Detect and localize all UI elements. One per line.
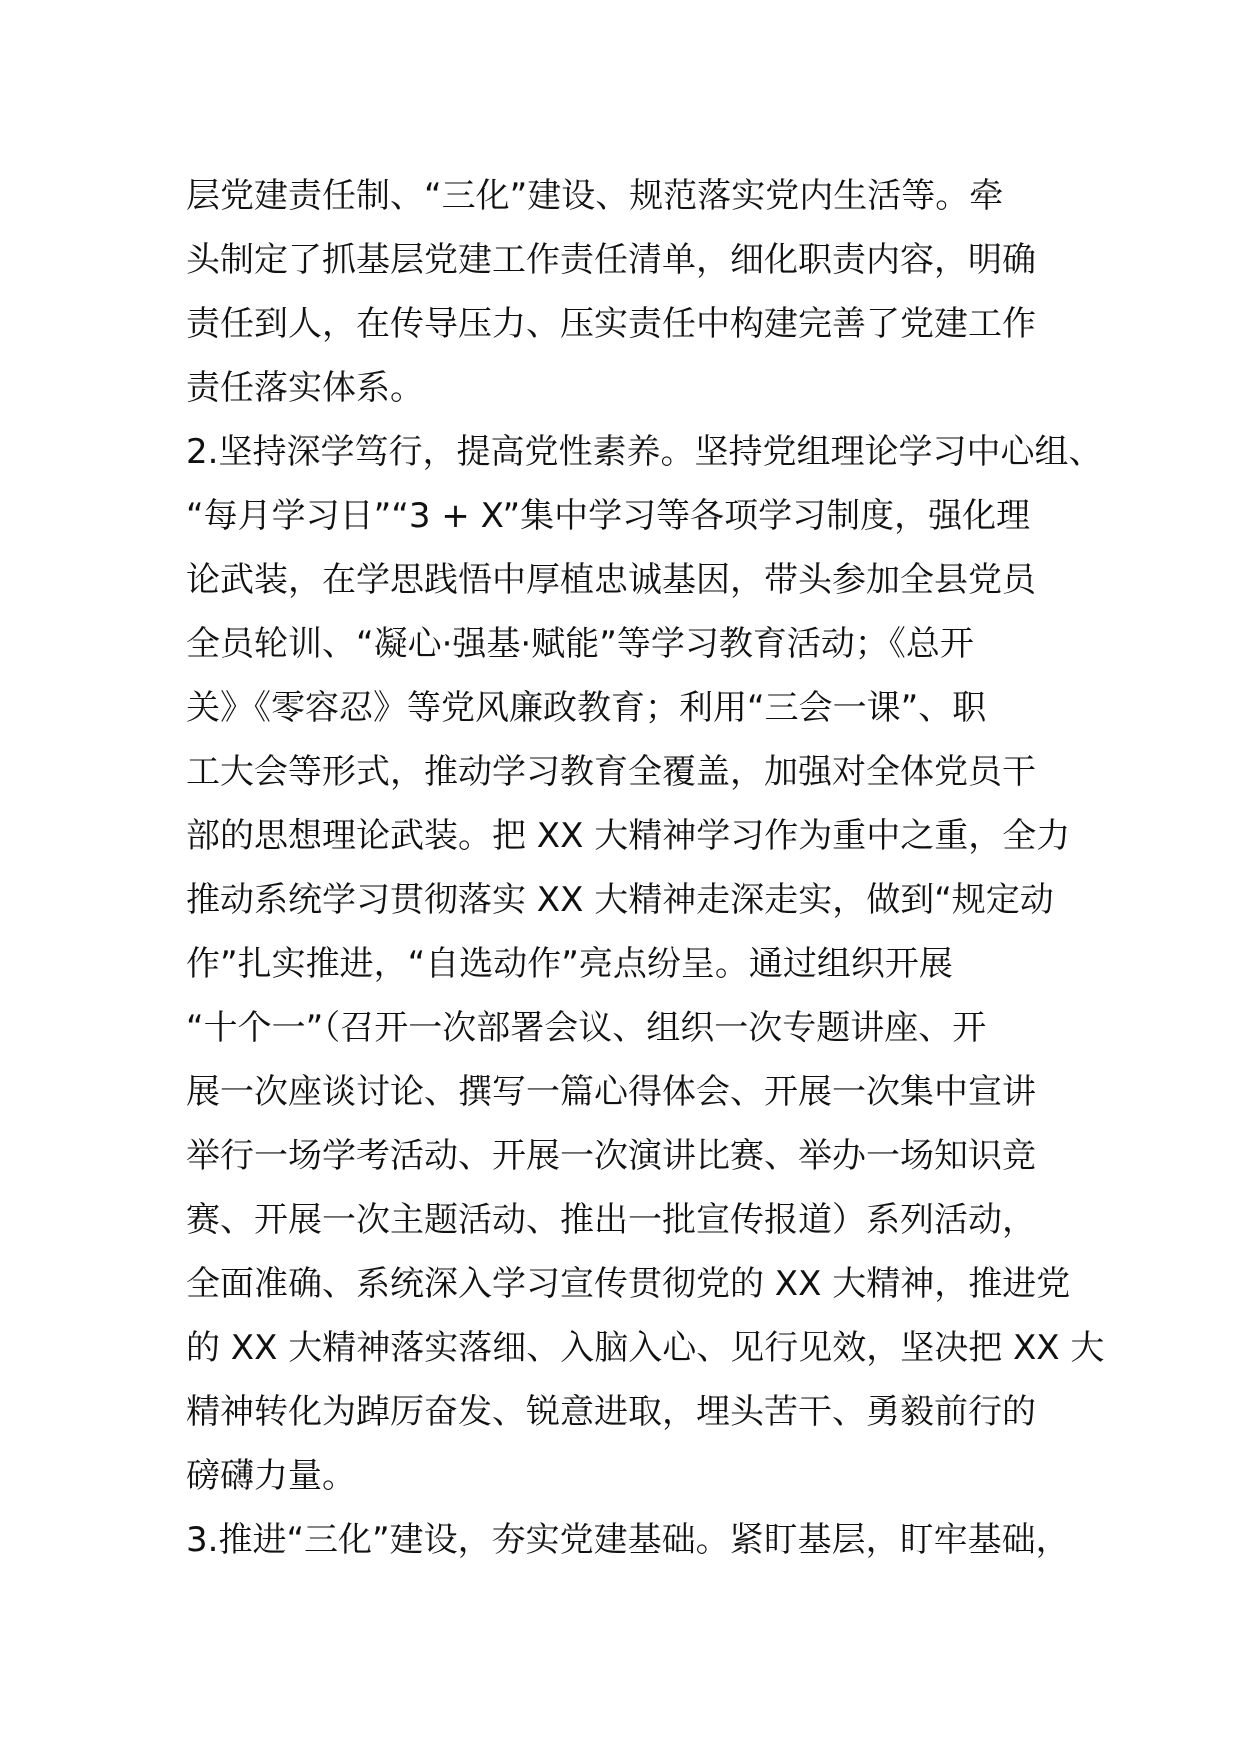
text-line: 责任落实体系。 (186, 368, 424, 408)
text-line: “每月学习日”“3 + X”集中学习等各项学习制度，强化理 (186, 496, 1031, 536)
text-line: 头制定了抓基层党建工作责任清单，细化职责内容，明确 (186, 240, 1036, 280)
text-line: 推动系统学习贯彻落实 XX 大精神走深走实，做到“规定动 (186, 880, 1054, 920)
text-line: 全员轮训、“凝心·强基·赋能”等学习教育活动；《总开 (186, 624, 974, 664)
text-line: 全面准确、系统深入学习宣传贯彻党的 XX 大精神，推进党 (186, 1264, 1071, 1304)
text-line: 精神转化为踔厉奋发、锐意进取，埋头苦干、勇毅前行的 (186, 1392, 1036, 1432)
text-line: 磅礴力量。 (186, 1456, 356, 1496)
section-heading-2: 2.坚持深学笃行，提高党性素养。坚持党组理论学习中心组、 (186, 432, 1103, 472)
text-line: 部的思想理论武装。把 XX 大精神学习作为重中之重，全力 (186, 816, 1071, 856)
text-line: 展一次座谈讨论、撰写一篇心得体会、开展一次集中宣讲 (186, 1072, 1036, 1112)
text-line: 赛、开展一次主题活动、推出一批宣传报道）系列活动， (186, 1200, 1036, 1240)
section-heading-3: 3.推进“三化”建设，夯实党建基础。紧盯基层，盯牢基础， (186, 1520, 1070, 1560)
text-line: 论武装，在学思践悟中厚植忠诚基因，带头参加全县党员 (186, 560, 1036, 600)
text-line: 责任到人，在传导压力、压实责任中构建完善了党建工作 (186, 304, 1036, 344)
text-line: “十个一”（召开一次部署会议、组织一次专题讲座、开 (186, 1008, 987, 1048)
text-line: 层党建责任制、“三化”建设、规范落实党内生活等。牵 (186, 176, 1004, 216)
text-line: 作”扎实推进，“自选动作”亮点纷呈。通过组织开展 (186, 944, 953, 984)
text-line: 关》《零容忍》等党风廉政教育；利用“三会一课”、职 (186, 688, 987, 728)
text-line: 工大会等形式，推动学习教育全覆盖，加强对全体党员干 (186, 752, 1036, 792)
text-line: 举行一场学考活动、开展一次演讲比赛、举办一场知识竞 (186, 1136, 1036, 1176)
text-line: 的 XX 大精神落实落细、入脑入心、见行见效，坚决把 XX 大 (186, 1328, 1105, 1368)
